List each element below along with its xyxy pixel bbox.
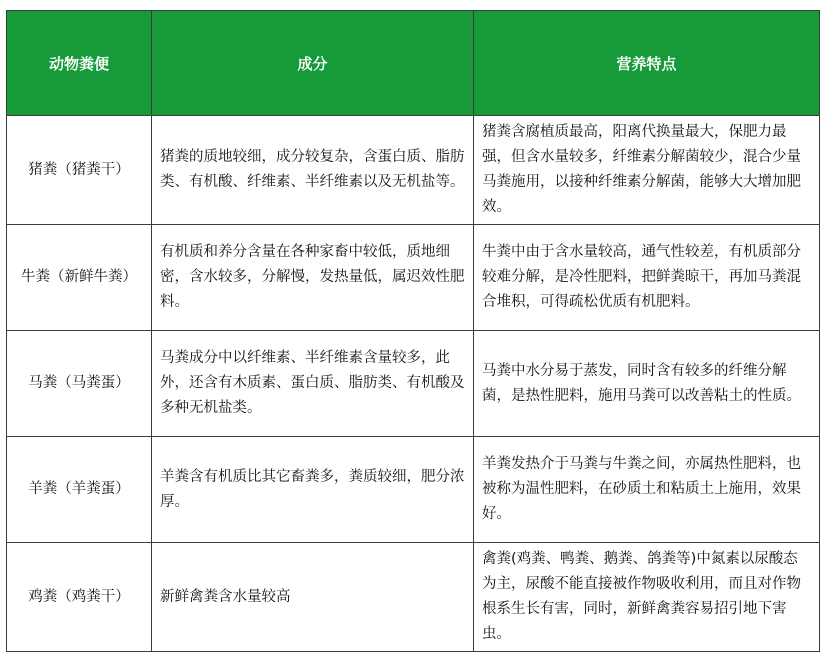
header-nutrition: 营养特点 — [474, 11, 820, 116]
row-composition: 马粪成分中以纤维素、半纤维素含量较多，此外，还含有木质素、蛋白质、脂肪类、有机酸及多种无机盐类。 — [152, 331, 474, 437]
manure-comparison-table — [6, 10, 820, 652]
row-manure-name: 鸡粪（鸡粪干） — [7, 543, 152, 652]
row-manure-name: 牛粪（新鲜牛粪） — [7, 225, 152, 331]
table-row — [7, 225, 820, 331]
row-composition: 有机质和养分含量在各种家畜中较低，质地细密，含水较多，分解慢，发热量低，属迟效性肥料。 — [152, 225, 474, 331]
table-header-row — [7, 11, 820, 116]
row-nutrition: 猪粪含腐植质最高，阳离代换量最大，保肥力最强，但含水量较多，纤维素分解菌较少，混合少量马粪施用，以接种纤维素分解菌，能够大大增加肥效。 — [474, 116, 820, 225]
row-composition: 羊粪含有机质比其它畜粪多，粪质较细，肥分浓厚。 — [152, 437, 474, 543]
table-row — [7, 116, 820, 225]
row-manure-name: 猪粪（猪粪干） — [7, 116, 152, 225]
table-container — [6, 10, 819, 652]
row-nutrition: 羊粪发热介于马粪与牛粪之间，亦属热性肥料，也被称为温性肥料，在砂质土和粘质土上施用，效果好。 — [474, 437, 820, 543]
header-composition: 成分 — [152, 11, 474, 116]
table-row — [7, 331, 820, 437]
header-animal-manure: 动物粪便 — [7, 11, 152, 116]
row-manure-name: 马粪（马粪蛋） — [7, 331, 152, 437]
row-nutrition: 禽粪(鸡粪、鸭粪、鹅粪、鸽粪等)中氮素以尿酸态为主，尿酸不能直接被作物吸收利用，而且对作物根系生长有害，同时，新鲜禽粪容易招引地下害虫。 — [474, 543, 820, 652]
row-manure-name: 羊粪（羊粪蛋） — [7, 437, 152, 543]
row-nutrition: 马粪中水分易于蒸发，同时含有较多的纤维分解菌，是热性肥料，施用马粪可以改善粘土的性质。 — [474, 331, 820, 437]
row-nutrition: 牛粪中由于含水量较高，通气性较差，有机质部分较难分解，是冷性肥料，把鲜粪晾干，再加马粪混合堆积，可得疏松优质有机肥料。 — [474, 225, 820, 331]
table-row — [7, 543, 820, 652]
row-composition: 新鲜禽粪含水量较高 — [152, 543, 474, 652]
row-composition: 猪粪的质地较细，成分较复杂，含蛋白质、脂肪类、有机酸、纤维素、半纤维素以及无机盐等。 — [152, 116, 474, 225]
table-row — [7, 437, 820, 543]
